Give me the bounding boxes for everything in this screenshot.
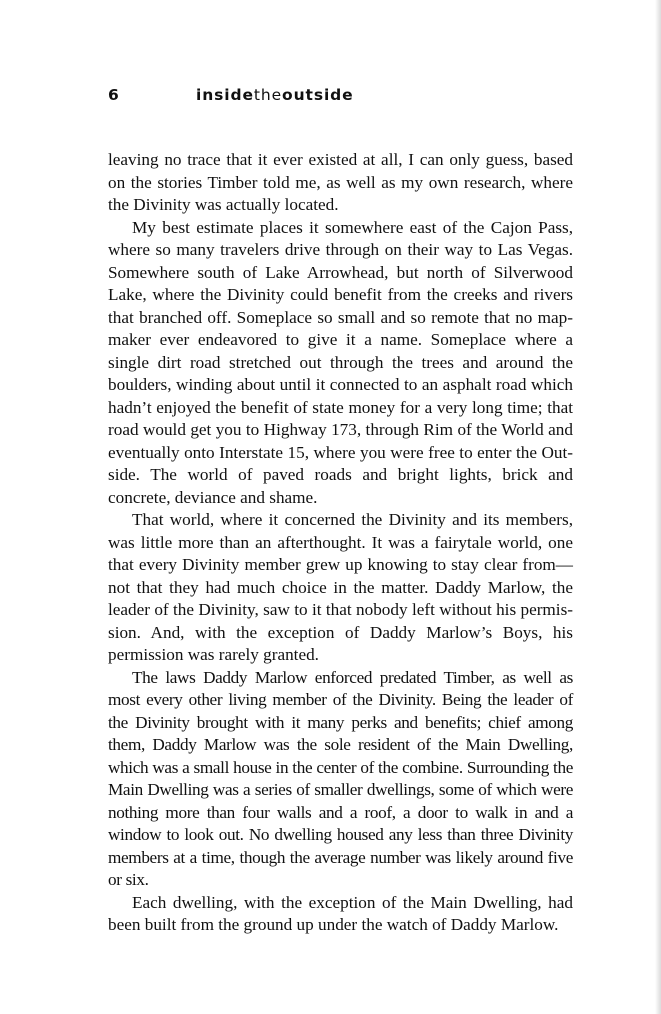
paragraph: leaving no trace that it ever existed at all, I can only guess, based on the stories Timber told me, as well as my own research, where the Divinity was actually located. xyxy=(108,150,573,214)
paragraph: My best estimate places it somewhere east of the Cajon Pass, where so many travelers drive through on their way to Las Vegas. Somewhere south of Lake Arrowhead, but north of Silverwood Lake, where the Divinity could benefit from the creeks and rivers that branched off. Someplace so small and so remote that no mapmaker ever endeavored to give it a name. Someplace where a single dirt road stretched out through the trees and around the boulders, winding about until it connected to an asphalt road which hadn’t enjoyed the benefit of state money for a very long time; that road would get you to Highway 173, through Rim of the World and eventually onto Interstate 15, where you were free to enter the Outside. The world of paved roads and bright lights, brick and concrete, deviance and shame. xyxy=(108,217,573,507)
paragraph: That world, where it concerned the Divinity and its members, was little more than an afterthought. It was a fairytale world, one that every Divinity member grew up knowing to stay clear from—not that they had much choice in the matter. Daddy Marlow, the leader of the Divinity, saw to it that nobody left without his permission. And, with the exception of Daddy Marlow’s Boys, his permission was rarely granted. xyxy=(108,510,573,664)
paragraph: Each dwelling, with the exception of the Main Dwelling, had been built from the ground up under the watch of Daddy Marlow. xyxy=(108,892,573,934)
book-title-part: inside xyxy=(196,86,254,104)
paragraph: The laws Daddy Marlow enforced predated Timber, as well as most every other living member of the Divinity. Being the leader of the Divinity brought with it many perks and benefits; chief among them, Daddy Marlow was the sole resident of the Main Dwelling, which was a small house in the center of the combine. Surrounding the Main Dwelling was a series of smaller dwellings, some of which were nothing more than four walls and a roof, a door to walk in and a window to look out. No dwelling housed any less than three Divinity members at a time, though the average number was likely around five or six. xyxy=(108,667,573,889)
book-title xyxy=(196,86,354,104)
book-title-part: outside xyxy=(282,86,354,104)
body-text xyxy=(108,149,573,937)
page-number: 6 xyxy=(108,86,120,104)
book-title-part: the xyxy=(253,86,283,104)
running-head xyxy=(108,86,578,108)
page-edge xyxy=(655,0,661,1014)
